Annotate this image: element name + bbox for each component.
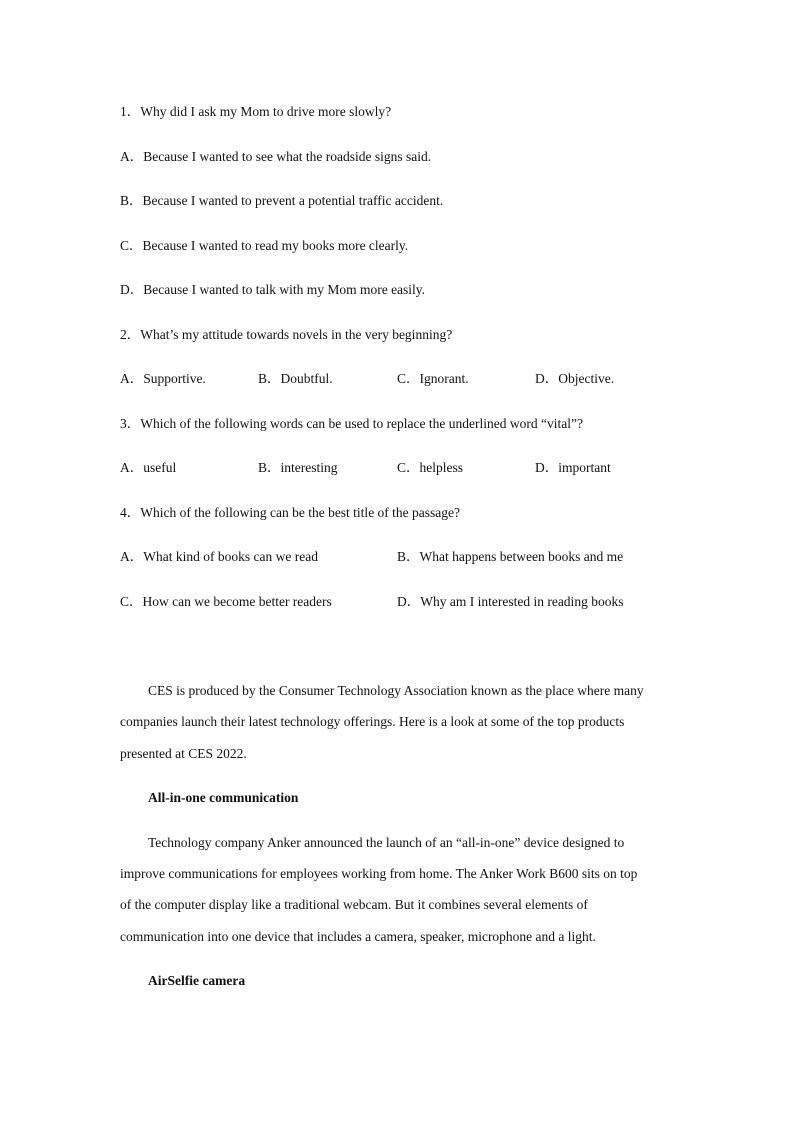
section-1-line-4: communication into one device that includes a camera, speaker, microphone and a light. (120, 929, 596, 944)
section-heading-airselfie: AirSelfie camera (148, 973, 246, 988)
question-3-option-d: D．important (535, 460, 611, 475)
question-2-option-d: D．Objective. (535, 371, 615, 386)
passage-intro-line-2: companies launch their latest technology offerings. Here is a look at some of the top products (120, 714, 625, 729)
question-2-option-c: C．Ignorant. (397, 371, 469, 386)
question-4-option-a: A．What kind of books can we read (120, 549, 318, 564)
question-3-stem: 3．Which of the following words can be used to replace the underlined word “vital”? (120, 416, 583, 431)
question-1-option-c: C．Because I wanted to read my books more clearly. (120, 238, 409, 253)
question-3-option-b: B．interesting (258, 460, 338, 475)
section-1-line-2: improve communications for employees working from home. The Anker Work B600 sits on top (120, 866, 638, 881)
question-4-stem: 4．Which of the following can be the best title of the passage? (120, 505, 461, 520)
section-1-line-3: of the computer display like a traditional webcam. But it combines several elements of (120, 897, 588, 912)
question-1-option-d: D．Because I wanted to talk with my Mom more easily. (120, 282, 426, 297)
question-1-option-a: A．Because I wanted to see what the roadside signs said. (120, 149, 432, 164)
question-2-option-b: B．Doubtful. (258, 371, 333, 386)
passage-intro-line-1: CES is produced by the Consumer Technology Association known as the place where many (148, 683, 644, 698)
question-1-stem: 1．Why did I ask my Mom to drive more slowly? (120, 104, 392, 119)
question-4-option-b: B．What happens between books and me (397, 549, 624, 564)
question-3-option-a: A．useful (120, 460, 177, 475)
question-4-option-d: D．Why am I interested in reading books (397, 594, 624, 609)
section-heading-all-in-one: All-in-one communication (148, 790, 299, 805)
question-2-stem: 2．What’s my attitude towards novels in the very beginning? (120, 327, 453, 342)
question-3-option-c: C．helpless (397, 460, 463, 475)
question-1-option-b: B．Because I wanted to prevent a potential traffic accident. (120, 193, 444, 208)
section-1-line-1: Technology company Anker announced the launch of an “all-in-one” device designed to (148, 835, 625, 850)
question-2-option-a: A．Supportive. (120, 371, 206, 386)
question-4-option-c: C．How can we become better readers (120, 594, 332, 609)
passage-intro-line-3: presented at CES 2022. (120, 746, 247, 761)
